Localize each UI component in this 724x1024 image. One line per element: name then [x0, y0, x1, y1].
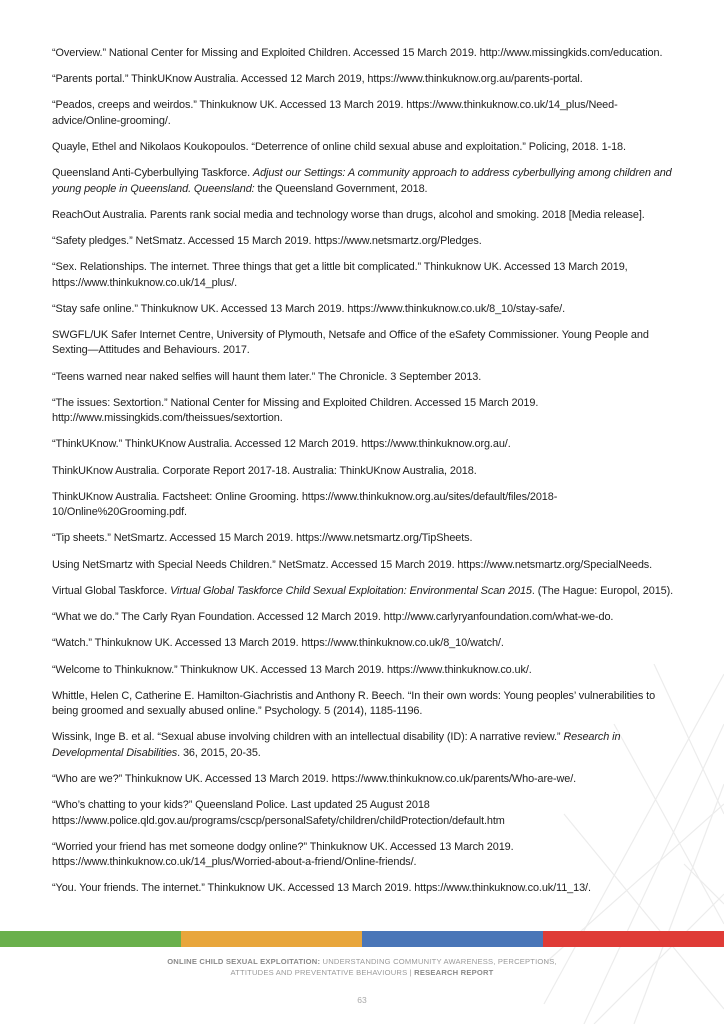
footer-report-label: RESEARCH REPORT: [414, 968, 494, 977]
reference-text: “You. Your friends. The internet.” Thinkuknow UK. Accessed 13 March 2019. https://www.thinkuknow.co.uk/11_13/.: [52, 882, 591, 895]
reference-text: “Worried your friend has met someone dodgy online?” Thinkuknow UK. Accessed 13 March 2019. https://www.thinkuknow.co.uk/14_plus/Worried-about-a-friend/Online-friends/.: [52, 840, 514, 869]
reference-entry: [52, 636, 678, 651]
color-bar-segment-orange: [181, 931, 362, 947]
reference-entry: [52, 689, 678, 720]
page-number: 63: [357, 995, 367, 1005]
reference-text: “Teens warned near naked selfies will haunt them later.” The Chronicle. 3 September 2013.: [52, 370, 482, 383]
footer-title: [0, 956, 724, 978]
reference-text: Quayle, Ethel and Nikolaos Koukopoulos. “Deterrence of online child sexual abuse and exploitation.” Policing, 2018. 1-18.: [52, 141, 626, 154]
reference-text: . 36, 2015, 20-35.: [177, 746, 261, 759]
reference-entry: [52, 531, 678, 546]
reference-entry: [52, 370, 678, 385]
reference-text: Whittle, Helen C, Catherine E. Hamilton-Giachristis and Anthony R. Beech. “In their own words: Young peoples’ vulnerabilities to being groomed and sexually abused online.” Psychology. 5 (2014), 1185-1196.: [52, 689, 656, 718]
color-bar-segment-blue: [362, 931, 543, 947]
decorative-line: [684, 864, 724, 904]
footer-title-bold: ONLINE CHILD SEXUAL EXPLOITATION:: [167, 957, 321, 966]
reference-entry: [52, 798, 678, 829]
reference-italic-title: Virtual Global Taskforce Child Sexual Exploitation: Environmental Scan 2015: [170, 584, 532, 597]
reference-list: [52, 46, 678, 908]
reference-text: Virtual Global Taskforce.: [52, 584, 171, 597]
reference-entry: [52, 663, 678, 678]
reference-text: “The issues: Sextortion.” National Center for Missing and Exploited Children. Accessed 15 March 2019. http://www.missingkids.com/theissues/sextortion.: [52, 396, 539, 425]
reference-entry: [52, 558, 678, 573]
footer-title-line-2: [0, 967, 724, 978]
reference-text: ThinkUKnow Australia. Factsheet: Online Grooming. https://www.thinkuknow.org.au/sites/default/files/2018-10/Online%20Grooming.pdf.: [52, 490, 558, 519]
footer-color-bar: [0, 931, 724, 947]
reference-entry: [52, 208, 678, 223]
reference-italic-title: Research in Developmental Disabilities: [52, 731, 621, 759]
reference-entry: [52, 98, 678, 129]
reference-entry: [52, 464, 678, 479]
reference-text: Wissink, Inge B. et al. “Sexual abuse involving children with an intellectual disability (ID): A narrative review.”: [52, 731, 564, 744]
reference-entry: [52, 328, 678, 359]
reference-italic-title: Adjust our Settings: A community approach to address cyberbullying among children and young people in Queensland. Queensland:: [52, 167, 672, 195]
reference-text: “Welcome to Thinkuknow.” Thinkuknow UK. Accessed 13 March 2019. https://www.thinkuknow.co.uk/.: [52, 663, 532, 676]
footer-title-line-1: [0, 956, 724, 967]
reference-entry: [52, 610, 678, 625]
reference-text: “What we do.” The Carly Ryan Foundation. Accessed 12 March 2019. http://www.carlyryanfoundation.com/what-we-do.: [52, 611, 614, 624]
reference-entry: [52, 396, 678, 427]
reference-text: “Stay safe online.” Thinkuknow UK. Accessed 13 March 2019. https://www.thinkuknow.co.uk/8_10/stay-safe/.: [52, 302, 566, 315]
reference-text: “Overview.” National Center for Missing and Exploited Children. Accessed 15 March 2019. http://www.missingkids.com/education.: [52, 47, 663, 59]
footer-separator: |: [407, 968, 415, 977]
reference-entry: [52, 584, 678, 599]
footer-subtitle: ATTITUDES AND PREVENTATIVE BEHAVIOURS: [230, 968, 408, 977]
reference-entry: [52, 490, 678, 521]
reference-entry: [52, 260, 678, 291]
reference-entry: [52, 772, 678, 787]
reference-text: “Peados, creeps and weirdos.” Thinkuknow UK. Accessed 13 March 2019. https://www.thinkuknow.co.uk/14_plus/Need-advice/Online-grooming/.: [52, 99, 618, 127]
reference-entry: [52, 46, 678, 61]
reference-entry: [52, 72, 678, 87]
reference-text: the Queensland Government, 2018.: [254, 182, 428, 195]
reference-text: “ThinkUKnow.” ThinkUKnow Australia. Accessed 12 March 2019. https://www.thinkuknow.org.au/.: [52, 438, 511, 451]
reference-entry: [52, 140, 678, 155]
reference-entry: [52, 437, 678, 452]
reference-entry: [52, 840, 678, 871]
reference-text: Queensland Anti-Cyberbullying Taskforce.: [52, 167, 253, 180]
reference-entry: [52, 881, 678, 896]
color-bar-segment-green: [0, 931, 181, 947]
reference-text: . (The Hague: Europol, 2015).: [531, 584, 674, 597]
reference-entry: [52, 302, 678, 317]
reference-entry: [52, 730, 678, 761]
reference-text: SWGFL/UK Safer Internet Centre, University of Plymouth, Netsafe and Office of the eSafety Commissioner. Young People and Sexting—Attitudes and Behaviours. 2017.: [52, 329, 649, 357]
reference-text: ReachOut Australia. Parents rank social media and technology worse than drugs, alcohol and smoking. 2018 [Media release].: [52, 208, 645, 221]
reference-text: ThinkUKnow Australia. Corporate Report 2017-18. Australia: ThinkUKnow Australia, 2018.: [52, 464, 477, 477]
reference-text: “Who’s chatting to your kids?” Queensland Police. Last updated 25 August 2018 https://www.police.qld.gov.au/programs/cscp/personalSafety/children/childProtection/default.htm: [52, 799, 505, 827]
reference-text: “Parents portal.” ThinkUKnow Australia. Accessed 12 March 2019, https://www.thinkuknow.org.au/parents-portal.: [52, 73, 583, 86]
color-bar-segment-red: [543, 931, 724, 947]
reference-text: “Sex. Relationships. The internet. Three things that get a little bit complicated.” Thinkuknow UK. Accessed 13 March 2019, https://www.thinkuknow.co.uk/14_plus/.: [52, 261, 628, 289]
reference-text: “Safety pledges.” NetSmatz. Accessed 15 March 2019. https://www.netsmartz.org/Pledges.: [52, 235, 482, 248]
reference-entry: [52, 234, 678, 249]
reference-text: “Tip sheets.” NetSmartz. Accessed 15 March 2019. https://www.netsmartz.org/TipSheets.: [52, 532, 473, 545]
reference-entry: [52, 166, 678, 197]
footer-title-rest: UNDERSTANDING COMMUNITY AWARENESS, PERCEPTIONS,: [320, 957, 557, 966]
reference-text: “Watch.” Thinkuknow UK. Accessed 13 March 2019. https://www.thinkuknow.co.uk/8_10/watch/.: [52, 637, 504, 650]
reference-text: Using NetSmartz with Special Needs Children.” NetSmatz. Accessed 15 March 2019. https://www.netsmartz.org/SpecialNeeds.: [52, 558, 653, 571]
reference-text: “Who are we?” Thinkuknow UK. Accessed 13 March 2019. https://www.thinkuknow.co.uk/parents/Who-are-we/.: [52, 772, 577, 785]
